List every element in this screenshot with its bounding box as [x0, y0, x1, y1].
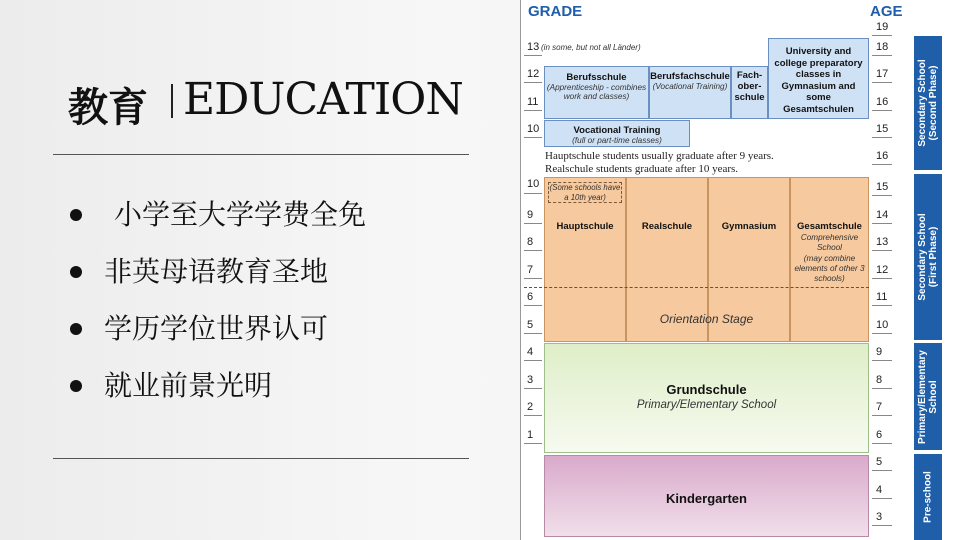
grade-number: 8 [527, 236, 534, 248]
grade-tick [524, 388, 542, 389]
grundschule-label: Grundschule [666, 382, 747, 397]
vocational-training-sub: (full or part-time classes) [572, 136, 662, 145]
age-number: 19 [876, 21, 889, 33]
berufsfachschule-box [649, 66, 731, 119]
phase-primary-label: Primary/Elementary School [917, 349, 939, 444]
realschule-label: Realschule [641, 221, 693, 232]
grade-number: 10 [527, 123, 540, 135]
grade-tick [524, 278, 542, 279]
age-number: 18 [876, 41, 889, 53]
graduation-note-1: Hauptschule students usually graduate after 9 years. [545, 150, 774, 162]
gesamtschule-sub: Comprehensive School [800, 233, 859, 252]
kindergarten-box [544, 455, 869, 537]
age-tick [872, 195, 892, 196]
bullet-item [70, 304, 366, 361]
phase-secondary-first [914, 174, 942, 340]
left-axis-line [520, 0, 521, 540]
berufsschule-box [544, 66, 649, 119]
grade-number: 5 [527, 319, 534, 331]
fachoberschule-line1: Fach- [736, 70, 763, 81]
university-prep-label: University and college preparatory classes in Gymnasium and some Gesamtschulen [774, 46, 863, 115]
age-tick [872, 333, 892, 334]
gesamtschule-label: Gesamtschule [797, 221, 862, 232]
phase-secondary-second [914, 36, 942, 170]
age-tick [872, 55, 892, 56]
bullet-dot [70, 266, 82, 278]
berufsfachschule-sub: (Vocational Training) [652, 82, 728, 91]
age-tick [872, 223, 892, 224]
phase-preschool-label: Pre-school [922, 471, 934, 523]
bullet-item [70, 361, 366, 418]
university-prep-box [768, 38, 869, 119]
fachoberschule-line2: ober- [737, 81, 762, 92]
age-number: 4 [876, 484, 883, 496]
grade-tick [524, 305, 542, 306]
age-number: 15 [876, 181, 889, 193]
vocational-training-box [544, 120, 690, 147]
bullet-dot [70, 380, 82, 392]
grade-tick [524, 223, 542, 224]
age-number: 15 [876, 123, 889, 135]
bullet-dot [70, 323, 82, 335]
age-tick [872, 164, 892, 165]
vocational-training-label: Vocational Training [573, 125, 661, 136]
age-header: AGE [870, 3, 903, 20]
bullet-text: 小学至大学学费全免 [114, 198, 367, 231]
grundschule-box [544, 343, 869, 453]
grade-tick [524, 137, 542, 138]
german-education-system-diagram [520, 0, 960, 540]
grade-number: 4 [527, 346, 534, 358]
orientation-stage-label: Orientation Stage [659, 312, 754, 326]
orientation-dashed-line [524, 287, 869, 288]
berufsschule-label: Berufsschule [566, 72, 627, 83]
grade-tick [524, 333, 542, 334]
bullet-item [70, 247, 366, 304]
grade-tick [524, 360, 542, 361]
graduation-note-2: Realschule students graduate after 10 years. [545, 163, 739, 175]
age-tick [872, 82, 892, 83]
bottom-divider [53, 458, 469, 459]
grade-number: 10 [527, 178, 540, 190]
bullet-item [70, 190, 366, 247]
age-tick [872, 110, 892, 111]
grade-tick [524, 193, 542, 194]
grade-number: 3 [527, 374, 534, 386]
grade-number: 6 [527, 291, 534, 303]
top-divider [53, 154, 469, 155]
age-tick [872, 137, 892, 138]
kindergarten-label: Kindergarten [666, 491, 747, 506]
age-number: 7 [876, 401, 883, 413]
bullet-text: 就业前景光明 [104, 369, 273, 402]
hauptschule-label: Hauptschule [556, 221, 614, 232]
grade-number: 13 [527, 41, 540, 53]
age-tick [872, 250, 892, 251]
grade-number: 1 [527, 429, 534, 441]
age-number: 3 [876, 511, 883, 523]
age-tick [872, 415, 892, 416]
age-number: 17 [876, 68, 889, 80]
age-number: 13 [876, 236, 889, 248]
phase-secondary-second-label: Secondary School (Second Phase) [917, 59, 939, 147]
grade-tick [524, 82, 542, 83]
age-number: 14 [876, 209, 889, 221]
bullet-text: 非英母语教育圣地 [104, 255, 329, 288]
bullet-list [70, 190, 366, 418]
age-number: 5 [876, 456, 883, 468]
age-number: 10 [876, 319, 889, 331]
grade-tick [524, 415, 542, 416]
fachoberschule-box [731, 66, 768, 119]
age-tick [872, 470, 892, 471]
phase-primary [914, 343, 942, 450]
grade-tick [524, 110, 542, 111]
age-tick [872, 525, 892, 526]
gesamtschule-note: (may combine elements of other 3 schools) [794, 254, 865, 283]
age-tick [872, 388, 892, 389]
age-number: 8 [876, 374, 883, 386]
grundschule-sub: Primary/Elementary School [636, 399, 777, 411]
phase-preschool [914, 454, 942, 540]
age-tick [872, 360, 892, 361]
title-separator [171, 84, 173, 118]
age-number: 6 [876, 429, 883, 441]
age-number: 12 [876, 264, 889, 276]
age-tick [872, 443, 892, 444]
bullet-dot [70, 209, 82, 221]
fachoberschule-line3: schule [734, 92, 765, 103]
grade-tick [524, 55, 542, 56]
some-schools-note: (Some schools have a 10th year) [549, 183, 621, 202]
grade-header: GRADE [528, 3, 583, 20]
berufsfachschule-label: Berufsfachschule [650, 71, 730, 82]
phase-secondary-first-label: Secondary School (First Phase) [917, 213, 939, 301]
grade-tick [524, 443, 542, 444]
grade-number: 11 [527, 96, 539, 108]
grade-number: 7 [527, 264, 534, 276]
age-number: 16 [876, 96, 889, 108]
age-tick [872, 35, 892, 36]
berufsschule-sub: (Apprenticeship - combines work and classes) [546, 83, 647, 101]
slide-title-chinese: 教育 [68, 85, 148, 131]
slide-title-english: EDUCATION [183, 74, 463, 125]
age-number: 9 [876, 346, 883, 358]
age-number: 16 [876, 150, 889, 162]
grade13-note: (in some, but not all Länder) [541, 43, 641, 52]
grade-number: 12 [527, 68, 540, 80]
age-tick [872, 498, 892, 499]
grade-tick [524, 250, 542, 251]
bullet-text: 学历学位世界认可 [104, 312, 329, 345]
gymnasium-label: Gymnasium [721, 221, 777, 232]
age-tick [872, 278, 892, 279]
grade-number: 2 [527, 401, 534, 413]
age-tick [872, 305, 892, 306]
grade-number: 9 [527, 209, 534, 221]
age-number: 11 [876, 291, 888, 303]
